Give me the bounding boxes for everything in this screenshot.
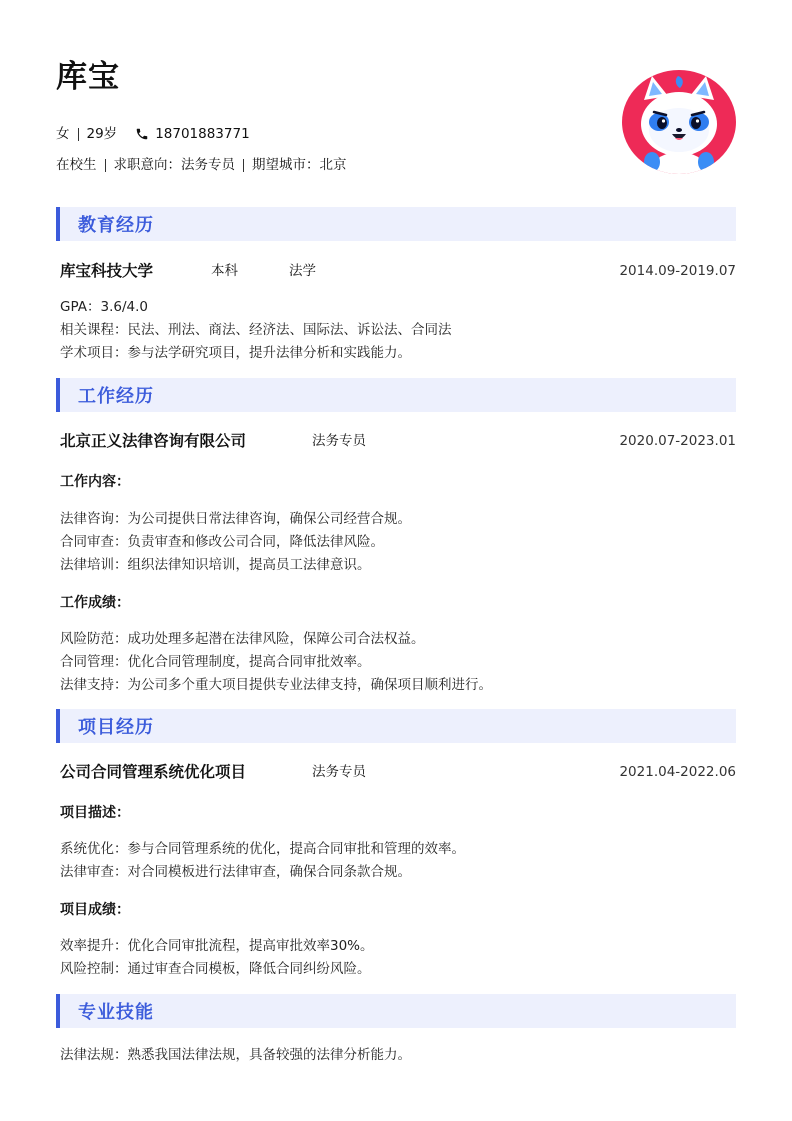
work-content-line: 法律培训：组织法律知识培训，提高员工法律意识。: [60, 557, 371, 573]
basic-info-row: [56, 124, 250, 144]
project-result-line: 风险控制：通过审查合同模板，降低合同纠纷风险。: [60, 961, 371, 977]
work-result-line: 风险防范：成功处理多起潜在法律风险，保障公司合法权益。: [60, 631, 425, 647]
expected-city: 期望城市：北京: [252, 157, 347, 173]
work-entry: [60, 429, 736, 453]
phone-icon: [135, 127, 149, 141]
section-accent-bar: [56, 378, 60, 412]
mascot-avatar-icon: [622, 70, 736, 174]
work-results-title: 工作成绩：: [60, 595, 130, 611]
project-role: 法务专员: [312, 764, 366, 780]
education-entry: [60, 259, 736, 283]
work-content-line: 合同审查：负责审查和修改公司合同，降低法律风险。: [60, 534, 384, 550]
section-accent-bar: [56, 994, 60, 1028]
education-line: 相关课程：民法、刑法、商法、经济法、国际法、诉讼法、合同法: [60, 322, 452, 338]
status: 在校生: [56, 157, 97, 173]
work-date: 2020.07-2023.01: [619, 433, 736, 449]
section-project-heading: [56, 709, 736, 743]
candidate-name: 库宝: [56, 59, 120, 95]
project-name: 公司合同管理系统优化项目: [60, 763, 247, 781]
section-title: 教育经历: [78, 215, 154, 236]
education-date: 2014.09-2019.07: [619, 263, 736, 279]
age: 29岁: [86, 126, 118, 142]
project-desc-line: 法律审查：对合同模板进行法律审查，确保合同条款合规。: [60, 864, 411, 880]
skill-line: 法律法规：熟悉我国法律法规，具备较强的法律分析能力。: [60, 1047, 411, 1063]
work-result-line: 法律支持：为公司多个重大项目提供专业法律支持，确保项目顺利进行。: [60, 677, 492, 693]
section-work-heading: [56, 378, 736, 412]
section-skills-heading: [56, 994, 736, 1028]
section-title: 专业技能: [78, 1002, 154, 1023]
section-title: 项目经历: [78, 717, 154, 738]
gender: 女: [56, 126, 70, 142]
project-desc-title: 项目描述：: [60, 805, 130, 821]
section-accent-bar: [56, 709, 60, 743]
section-accent-bar: [56, 207, 60, 241]
job-intent: 求职意向：法务专员: [113, 157, 235, 173]
avatar: [622, 70, 736, 174]
company-name: 北京正义法律咨询有限公司: [60, 432, 247, 450]
major: 法学: [289, 263, 316, 279]
education-line: GPA：3.6/4.0: [60, 299, 148, 315]
divider: [243, 159, 244, 172]
section-education-heading: [56, 207, 736, 241]
work-content-line: 法律咨询：为公司提供日常法律咨询，确保公司经营合规。: [60, 511, 411, 527]
section-title: 工作经历: [78, 386, 154, 407]
phone-number: 18701883771: [155, 126, 250, 142]
project-entry: [60, 760, 736, 784]
job-intent-row: [56, 155, 347, 175]
project-desc-line: 系统优化：参与合同管理系统的优化，提高合同审批和管理的效率。: [60, 841, 465, 857]
degree: 本科: [211, 263, 238, 279]
work-role: 法务专员: [312, 433, 366, 449]
project-result-line: 效率提升：优化合同审批流程，提高审批效率30%。: [60, 938, 374, 954]
school-name: 库宝科技大学: [60, 262, 154, 280]
work-result-line: 合同管理：优化合同管理制度，提高合同审批效率。: [60, 654, 371, 670]
divider: [105, 159, 106, 172]
education-line: 学术项目：参与法学研究项目，提升法律分析和实践能力。: [60, 345, 411, 361]
work-content-title: 工作内容：: [60, 474, 130, 490]
project-results-title: 项目成绩：: [60, 902, 130, 918]
project-date: 2021.04-2022.06: [619, 764, 736, 780]
divider: [78, 128, 79, 141]
